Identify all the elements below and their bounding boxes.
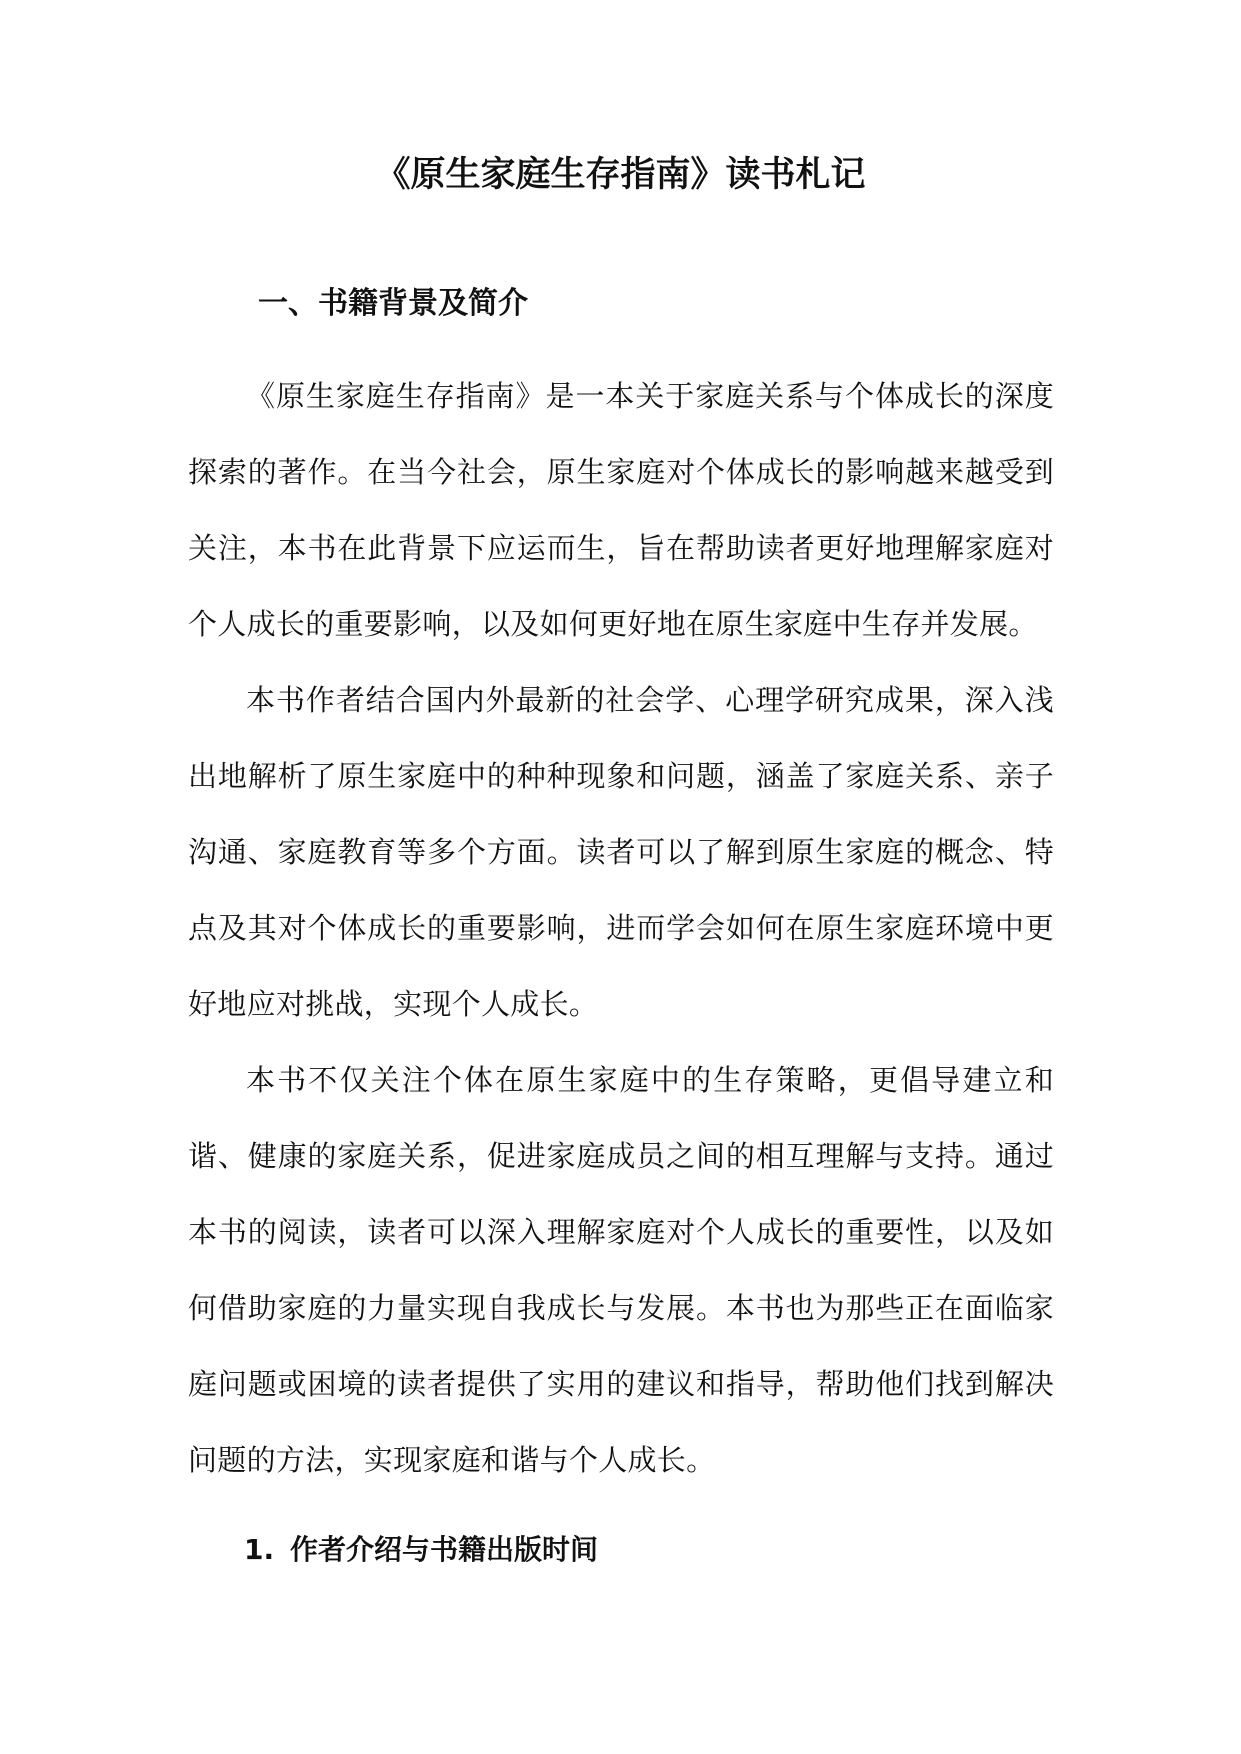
- subsection-heading: [244, 1528, 598, 1572]
- paragraph: 《原生家庭生存指南》是一本关于家庭关系与个体成长的深度探索的著作。在当今社会，原生家庭对个体成长的影响越来越受到关注，本书在此背景下应运而生，旨在帮助读者更好地理解家庭对个人成长的重要影响，以及如何更好地在原生家庭中生存并发展。: [188, 379, 1054, 641]
- paragraph: 本书不仅关注个体在原生家庭中的生存策略，更倡导建立和谐、健康的家庭关系，促进家庭成员之间的相互理解与支持。通过本书的阅读，读者可以深入理解家庭对个人成长的重要性，以及如何借助家庭的力量实现自我成长与发展。本书也为那些正在面临家庭问题或困境的读者提供了实用的建议和指导，帮助他们找到解决问题的方法，实现家庭和谐与个人成长。: [188, 1063, 1054, 1477]
- section-heading: 一、书籍背景及简介: [258, 286, 528, 321]
- subsection-number: 1.: [244, 1533, 275, 1566]
- paragraph: 本书作者结合国内外最新的社会学、心理学研究成果，深入浅出地解析了原生家庭中的种种现象和问题，涵盖了家庭关系、亲子沟通、家庭教育等多个方面。读者可以了解到原生家庭的概念、特点及其对个体成长的重要影响，进而学会如何在原生家庭环境中更好地应对挑战，实现个人成长。: [188, 683, 1054, 1021]
- subsection-title: 作者介绍与书籍出版时间: [290, 1533, 599, 1566]
- section-body: [188, 358, 1054, 1498]
- document-title: 《原生家庭生存指南》读书札记: [375, 155, 866, 195]
